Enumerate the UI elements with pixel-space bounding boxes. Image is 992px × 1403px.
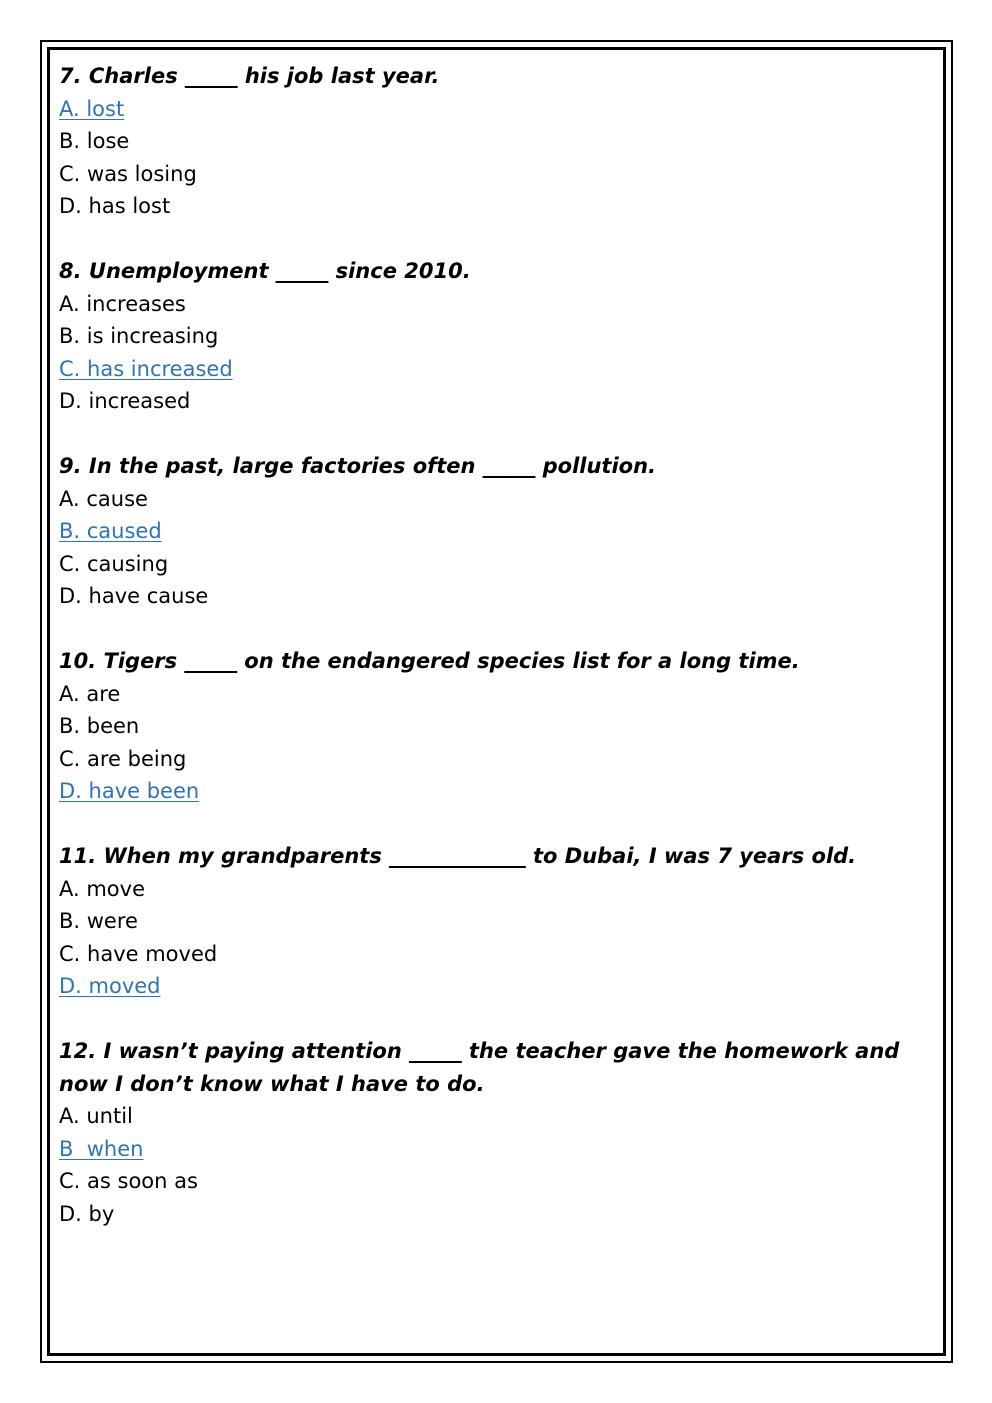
question-prompt: 9. In the past, large factories often _____ pollution. (59, 454, 657, 478)
option-d[interactable]: D. moved (59, 974, 161, 998)
option-b[interactable]: B. were (59, 909, 138, 933)
question-7 (59, 60, 919, 223)
option-c[interactable]: C. are being (59, 746, 187, 771)
option-b[interactable]: B. caused (59, 519, 162, 543)
option-a[interactable]: A. lost (59, 96, 125, 121)
option-a[interactable]: A. cause (59, 486, 148, 511)
option-a[interactable]: A. until (59, 1104, 133, 1128)
option-a[interactable]: A. move (59, 876, 145, 901)
option-d[interactable]: D. has lost (59, 194, 171, 218)
question-prompt: 7. Charles _____ his job last year. (59, 64, 440, 88)
option-c[interactable]: C. has increased (59, 356, 233, 381)
question-prompt: 12. I wasn’t paying attention _____ the teacher gave the homework and now I don’t know what I have to do. (59, 1039, 907, 1096)
option-d[interactable]: D. increased (59, 389, 191, 413)
question-11 (59, 840, 919, 1003)
option-c[interactable]: C. have moved (59, 941, 218, 966)
question-prompt: 10. Tigers _____ on the endangered species list for a long time. (59, 649, 800, 673)
option-c[interactable]: C. was losing (59, 161, 197, 186)
option-b[interactable]: B. is increasing (59, 324, 219, 348)
option-d[interactable]: D. have cause (59, 584, 209, 608)
option-c[interactable]: C. causing (59, 551, 169, 576)
option-d[interactable]: D. by (59, 1201, 115, 1226)
worksheet-content (59, 60, 919, 1263)
option-b[interactable]: B. lose (59, 129, 130, 153)
option-a[interactable]: A. increases (59, 291, 186, 316)
option-a[interactable]: A. are (59, 681, 121, 706)
question-8 (59, 255, 919, 418)
option-d[interactable]: D. have been (59, 779, 200, 803)
option-b[interactable]: B when (59, 1136, 144, 1161)
question-12 (59, 1035, 919, 1230)
option-c[interactable]: C. as soon as (59, 1169, 198, 1193)
question-prompt: 11. When my grandparents _____________ to Dubai, I was 7 years old. (59, 844, 857, 868)
question-prompt: 8. Unemployment _____ since 2010. (59, 259, 471, 283)
option-b[interactable]: B. been (59, 714, 140, 738)
question-10 (59, 645, 919, 808)
question-9 (59, 450, 919, 613)
